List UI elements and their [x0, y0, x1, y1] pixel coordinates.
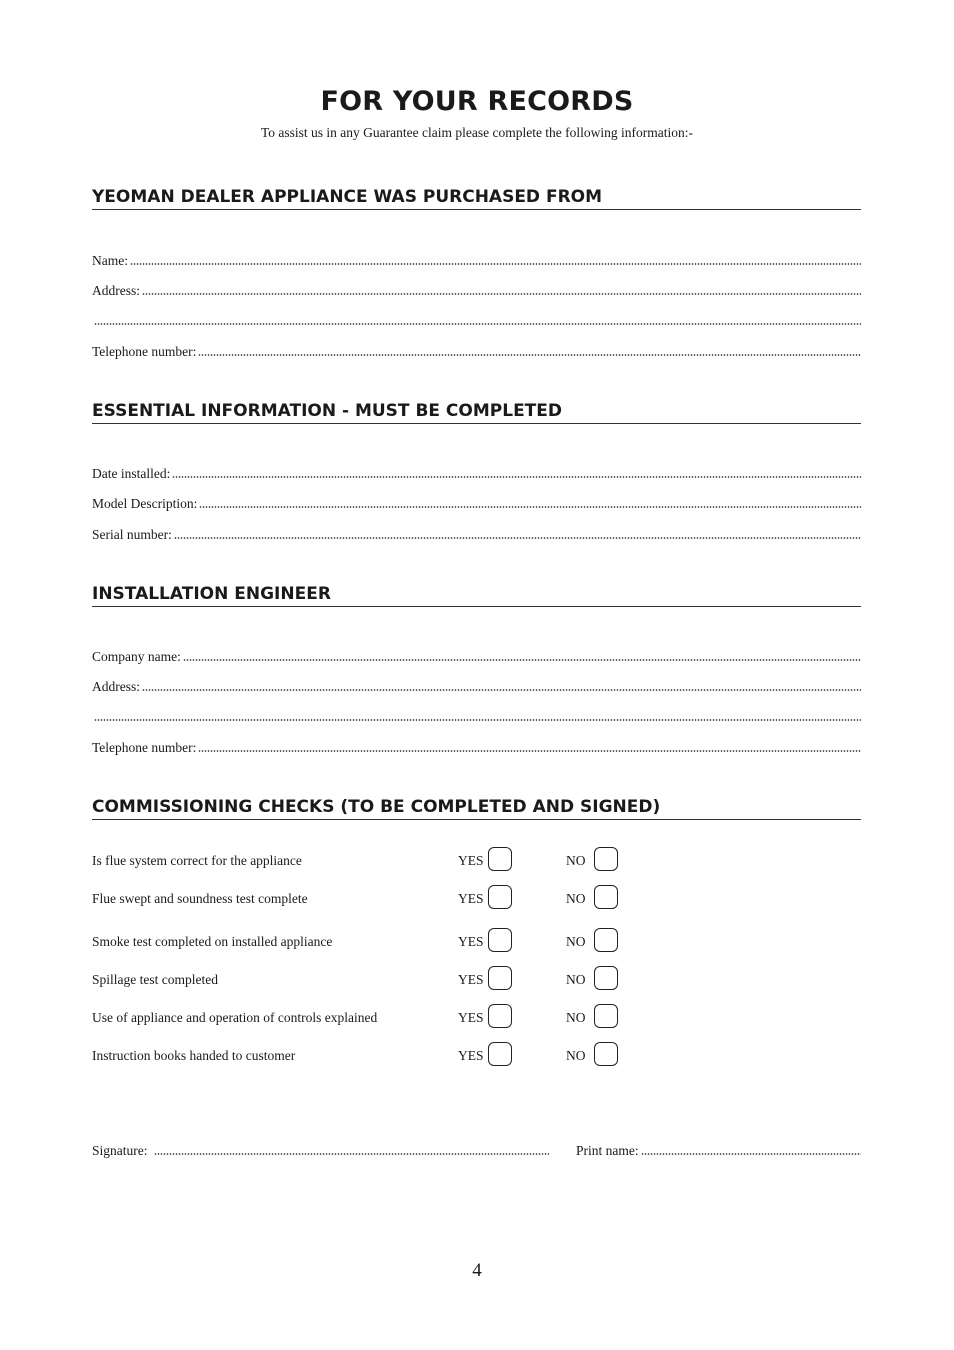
dealer-name-dotted-line[interactable]	[130, 262, 861, 266]
signature-dotted-line[interactable]	[154, 1152, 550, 1156]
dealer-address-label: Address:	[92, 283, 140, 298]
essential-section-heading: ESSENTIAL INFORMATION - MUST BE COMPLETED	[92, 400, 861, 424]
yes-label: YES	[458, 1010, 484, 1025]
dealer-name-field[interactable]	[92, 250, 861, 270]
dealer-address-dotted-line[interactable]	[142, 292, 861, 296]
engineer-telephone-label: Telephone number:	[92, 740, 197, 755]
yes-label: YES	[458, 972, 484, 987]
yes-checkbox[interactable]	[488, 928, 512, 952]
check-question: Instruction books handed to customer	[92, 1048, 296, 1063]
engineer-address-line2-dotted-line[interactable]	[94, 718, 861, 722]
check-question: Is flue system correct for the appliance	[92, 853, 302, 868]
yes-label: YES	[458, 934, 484, 949]
signature-field[interactable]	[92, 1140, 549, 1160]
check-row-controls-explained	[92, 1004, 692, 1032]
print-name-dotted-line[interactable]	[641, 1152, 861, 1156]
dealer-name-label: Name:	[92, 253, 128, 268]
page-title: FOR YOUR RECORDS	[320, 86, 634, 117]
model-description-label: Model Description:	[92, 496, 198, 511]
yes-label: YES	[458, 891, 484, 906]
no-checkbox[interactable]	[594, 847, 618, 871]
page-number: 4	[472, 1260, 482, 1281]
serial-number-dotted-line[interactable]	[174, 536, 861, 540]
company-name-label: Company name:	[92, 649, 181, 664]
yes-checkbox[interactable]	[488, 1042, 512, 1066]
dealer-section-heading: YEOMAN DEALER APPLIANCE WAS PURCHASED FROM	[92, 186, 861, 210]
signature-label: Signature:	[92, 1143, 148, 1158]
check-row-flue-system	[92, 847, 692, 875]
no-checkbox[interactable]	[594, 885, 618, 909]
serial-number-label: Serial number:	[92, 527, 172, 542]
dealer-telephone-field[interactable]	[92, 341, 861, 361]
model-description-field[interactable]	[92, 493, 861, 513]
yes-checkbox[interactable]	[488, 847, 512, 871]
check-row-smoke-test	[92, 928, 692, 956]
dealer-telephone-label: Telephone number:	[92, 344, 197, 359]
date-installed-dotted-line[interactable]	[172, 475, 861, 479]
dealer-address-field[interactable]	[92, 280, 861, 300]
yes-checkbox[interactable]	[488, 1004, 512, 1028]
check-row-spillage-test	[92, 966, 692, 994]
no-label: NO	[566, 1048, 586, 1063]
check-question: Use of appliance and operation of controls explained	[92, 1010, 378, 1025]
serial-number-field[interactable]	[92, 524, 861, 544]
no-label: NO	[566, 891, 586, 906]
no-checkbox[interactable]	[594, 1042, 618, 1066]
check-row-flue-swept	[92, 885, 692, 913]
yes-label: YES	[458, 1048, 484, 1063]
model-description-dotted-line[interactable]	[199, 505, 861, 509]
no-label: NO	[566, 853, 586, 868]
engineer-address-label: Address:	[92, 679, 140, 694]
engineer-address-field[interactable]	[92, 676, 861, 696]
no-label: NO	[566, 972, 586, 987]
print-name-field[interactable]	[576, 1140, 861, 1160]
no-label: NO	[566, 1010, 586, 1025]
dealer-telephone-dotted-line[interactable]	[198, 353, 861, 357]
engineer-address-dotted-line[interactable]	[142, 688, 861, 692]
dealer-address-line2-field[interactable]	[92, 310, 861, 330]
dealer-address-line2-dotted-line[interactable]	[94, 322, 861, 326]
print-name-label: Print name:	[576, 1143, 639, 1158]
company-name-dotted-line[interactable]	[183, 658, 861, 662]
yes-checkbox[interactable]	[488, 966, 512, 990]
company-name-field[interactable]	[92, 646, 861, 666]
check-question: Smoke test completed on installed appliance	[92, 934, 333, 949]
check-question: Spillage test completed	[92, 972, 218, 987]
date-installed-field[interactable]	[92, 463, 861, 483]
yes-checkbox[interactable]	[488, 885, 512, 909]
no-checkbox[interactable]	[594, 966, 618, 990]
check-question: Flue swept and soundness test complete	[92, 891, 308, 906]
engineer-section-heading: INSTALLATION ENGINEER	[92, 583, 861, 607]
engineer-telephone-dotted-line[interactable]	[198, 749, 861, 753]
date-installed-label: Date installed:	[92, 466, 171, 481]
no-label: NO	[566, 934, 586, 949]
page-subtitle: To assist us in any Guarantee claim please complete the following information:-	[260, 125, 694, 140]
engineer-telephone-field[interactable]	[92, 737, 861, 757]
engineer-address-line2-field[interactable]	[92, 706, 861, 726]
check-row-instruction-books	[92, 1042, 692, 1070]
no-checkbox[interactable]	[594, 928, 618, 952]
commissioning-section-heading: COMMISSIONING CHECKS (TO BE COMPLETED AND SIGNED)	[92, 796, 861, 820]
yes-label: YES	[458, 853, 484, 868]
no-checkbox[interactable]	[594, 1004, 618, 1028]
